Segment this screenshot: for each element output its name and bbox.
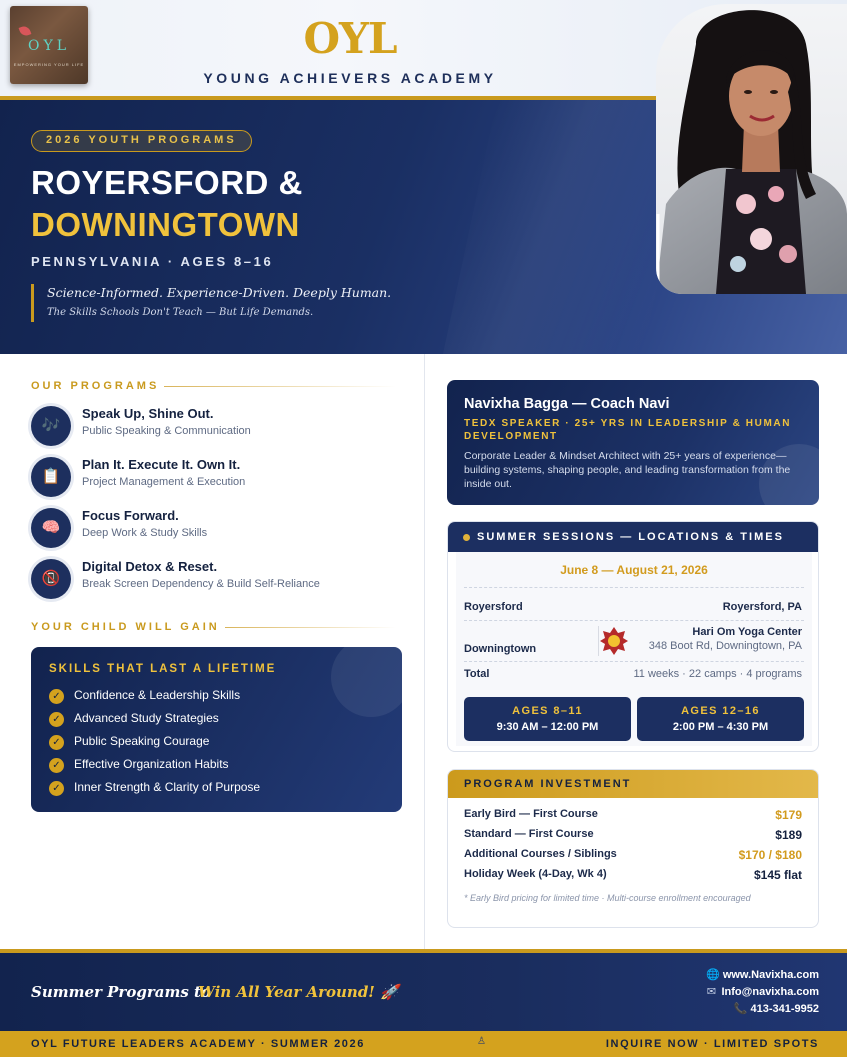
website-link[interactable] [706,968,819,981]
bullet-dot [463,534,470,541]
quote-bar [31,284,34,322]
brand-name: YOUNG ACHIEVERS ACADEMY [203,70,497,86]
logo-mark: OYL [27,38,71,54]
hero-quote-sub: The Skills Schools Don't Teach — But Life Demands. [47,307,314,318]
session-dates: June 8 — August 21, 2026 [560,563,708,577]
oyl-logo [10,6,88,84]
program-desc: Deep Work & Study Skills [82,527,208,539]
programs-heading: OUR PROGRAMS [31,380,160,392]
age-group-box [464,697,631,741]
check-icon: ✓ [49,689,64,704]
brand-mark: OYL [303,14,397,63]
check-icon: ✓ [49,758,64,773]
skill-text: Effective Organization Habits [74,757,229,771]
age-group-time: 2:00 PM – 4:30 PM [672,721,769,733]
year-pill: 2026 YOUTH PROGRAMS [31,130,252,152]
globe-icon: 🌐 [705,969,720,981]
coach-bio: Corporate Leader & Mindset Architect with 25+ years of experience—building systems, shaping people, and leading transformation from the inside out. [464,450,791,490]
mail-icon: ✉ [706,986,717,998]
program-title: Speak Up, Shine Out. [82,406,214,421]
row-divider [464,587,804,588]
program-desc: Break Screen Dependency & Build Self-Reliance [82,578,320,590]
location-value: Royersford, PA [722,601,802,613]
program-item [31,559,411,603]
location-label: Royersford [464,601,523,613]
price-value: $179 [775,808,802,822]
price-value: $170 / $180 [738,848,802,862]
slogan-highlight: Win All Year Around! 🚀 [198,983,399,1001]
skill-text: Advanced Study Strategies [74,711,219,725]
price-value: $145 flat [753,868,802,882]
total-value: 11 weeks · 22 camps · 4 programs [633,668,802,680]
programs-heading-line [164,386,396,387]
slogan-start: Summer Programs to [31,983,211,1001]
price-label: Early Bird — First Course [464,808,598,820]
column-divider [424,354,425,950]
email-text: Info@navixha.com [721,986,819,998]
program-item [31,457,411,501]
program-title: Digital Detox & Reset. [82,559,218,574]
total-label: Total [464,668,490,680]
skill-text: Confidence & Leadership Skills [74,688,241,702]
person-icon: ♙ [477,1036,486,1047]
pricing-note: * Early Bird pricing for limited time · Multi-course enrollment encouraged [464,893,751,903]
row-divider [464,661,804,662]
program-title: Plan It. Execute It. Own It. [82,457,241,472]
price-label: Holiday Week (4-Day, Wk 4) [464,868,607,880]
skills-card [31,647,402,812]
no-phone-icon: 📵 [31,559,71,599]
phone-icon: 📞 [733,1003,748,1015]
price-value: $189 [775,828,802,842]
logo-tagline: EMPOWERING YOUR LIFE [13,62,85,67]
hero-subtitle: PENNSYLVANIA · AGES 8–16 [31,254,274,269]
sound-wave-icon: 🎶 [31,406,71,446]
age-group-box [637,697,804,741]
skill-text: Public Speaking Courage [74,734,210,748]
sessions-card [447,521,819,752]
age-group-title: AGES 12–16 [681,705,760,717]
coach-portrait [656,4,847,294]
clipboard-icon: 📋 [31,457,71,497]
leaf-icon [19,25,32,38]
price-label: Additional Courses / Siblings [464,848,617,860]
decor-circle [331,647,402,717]
hero-quote-main: Science-Informed. Experience-Driven. Deeply Human. [47,285,392,300]
program-title: Focus Forward. [82,508,179,523]
brain-icon: 🧠 [31,508,71,548]
hero-title-line2: DOWNINGTOWN [31,206,300,243]
coach-name: Navixha Bagga — Coach Navi [464,396,670,412]
investment-header [448,770,819,798]
bottom-left-text: OYL FUTURE LEADERS ACADEMY · SUMMER 2026 [31,1038,365,1050]
hero-title-line1: ROYERSFORD & [31,164,303,201]
website-text: www.Navixha.com [722,969,819,981]
program-desc: Project Management & Execution [82,476,246,488]
phone-text: 413-341-9952 [750,1003,819,1015]
check-icon: ✓ [49,735,64,750]
email-link[interactable] [704,985,819,998]
sessions-header [448,522,819,552]
age-group-title: AGES 8–11 [512,705,583,717]
investment-heading: PROGRAM INVESTMENT [464,778,632,790]
program-item [31,508,411,552]
program-item [31,406,411,450]
yoga-center-logo [598,626,628,656]
footer-banner [0,953,847,1031]
skills-card-title: SKILLS THAT LAST A LIFETIME [49,663,277,675]
sessions-heading: SUMMER SESSIONS — LOCATIONS & TIMES [477,531,784,543]
gain-heading: YOUR CHILD WILL GAIN [31,621,220,633]
coach-card [447,380,819,505]
venue-address: 348 Boot Rd, Downingtown, PA [648,640,802,652]
gain-heading-line [225,627,396,628]
coach-role: TEDX SPEAKER · 25+ YRS IN LEADERSHIP & HUMAN DEVELOPMENT [464,418,792,442]
check-icon: ✓ [49,781,64,796]
bottom-right-text: INQUIRE NOW · LIMITED SPOTS [605,1038,819,1050]
skill-text: Inner Strength & Clarity of Purpose [74,780,261,794]
row-divider [464,620,804,621]
phone-link[interactable] [733,1002,819,1015]
age-group-time: 9:30 AM – 12:00 PM [496,721,599,733]
venue-name: Hari Om Yoga Center [692,626,802,638]
price-label: Standard — First Course [464,828,594,840]
location-label: Downingtown [464,643,537,655]
check-icon: ✓ [49,712,64,727]
program-desc: Public Speaking & Communication [82,425,251,437]
bottom-bar [0,1031,847,1057]
investment-card [447,769,819,928]
